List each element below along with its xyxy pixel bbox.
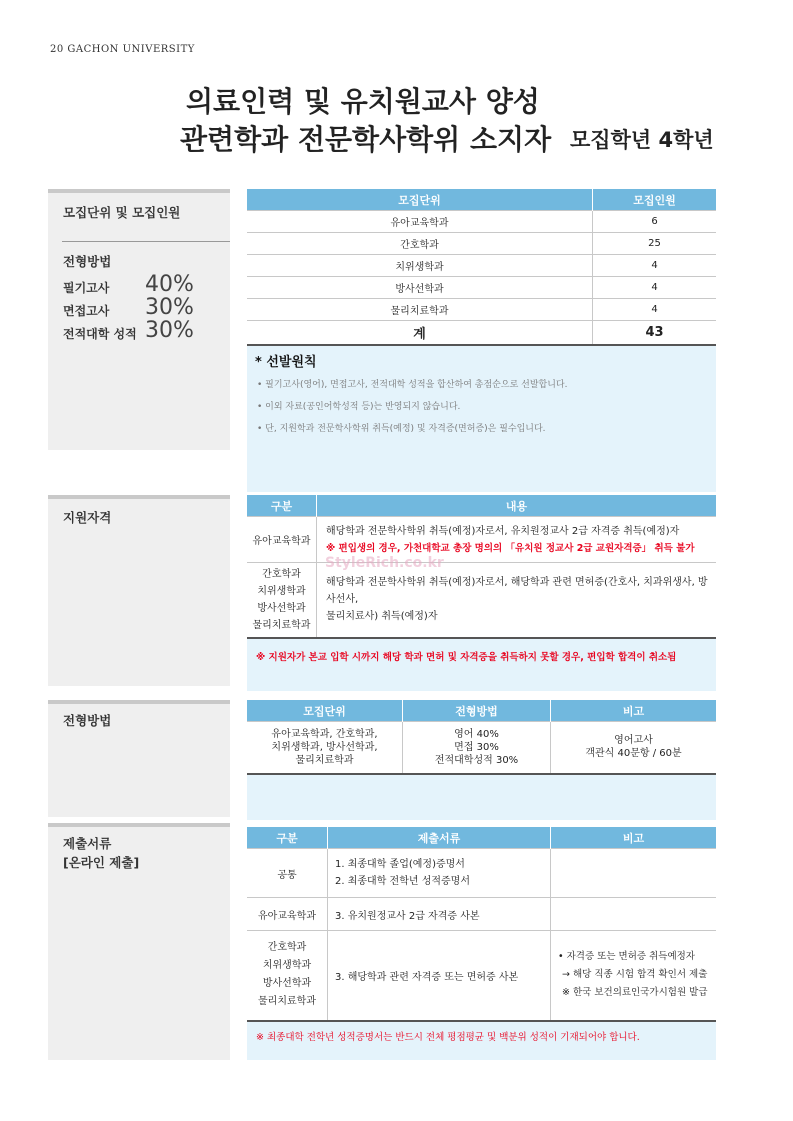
documents-table [247,827,716,1022]
table-row [247,898,716,931]
dept-name: 방사선학과 [257,602,306,614]
eligibility-header-type: 구분 [247,495,317,517]
documents-list [328,931,551,1021]
method-header-unit: 모집단위 [247,700,403,722]
method-unit-line: 물리치료학과 [295,754,354,766]
eligibility-dept: 유아교육학과 [247,517,317,563]
section-label-quota: 모집단위 및 모집인원 [63,205,181,220]
document-item: 2. 최종대학 전학년 성적증명서 [335,876,470,887]
document-item: 3. 유치원정교사 2급 자격증 사본 [335,910,480,922]
quota-count: 4 [593,277,717,299]
section-label-documents-online: [온라인 제출] [63,855,140,870]
table-row [247,563,716,638]
eligibility-table [247,495,716,639]
quota-panel [247,189,716,492]
principle-heading [255,351,317,370]
table-row [247,299,716,321]
quota-unit: 유아교육학과 [247,211,593,233]
method-table [247,700,716,775]
quota-total-label: 계 [247,321,593,345]
eligibility-text: 해당학과 전문학사학위 취득(예정)자로서, 해당학과 관련 면허증(간호사, 치과위생사, 방사선사, [326,577,708,606]
eligibility-text: 물리치료사) 취득(예정)자 [326,611,438,623]
table-row [247,211,716,233]
documents-footnote: ※ 최종대학 전학년 성적증명서는 반드시 전체 평점평균 및 백분위 성적이 기재되어야 합니다. [256,1032,640,1043]
document-note: ※ 한국 보건의료인국가시험원 발급 [562,987,708,999]
quota-total-count: 43 [593,321,717,345]
quota-unit: 간호학과 [247,233,593,255]
documents-list [328,849,551,898]
quota-count: 6 [593,211,717,233]
documents-list [328,898,551,931]
method-panel [247,700,716,820]
method-name-written: 필기고사 [63,281,110,295]
page-title-line1: 의료인력 및 유치원교사 양성 [186,85,540,118]
quota-count: 4 [593,255,717,277]
dept-name: 물리치료학과 [258,996,316,1008]
table-row [247,277,716,299]
watermark: StyleRich.co.kr [325,555,444,571]
documents-dept: 유아교육학과 [247,898,328,931]
eligibility-text: 해당학과 전문학사학위 취득(예정)자로서, 유치원정교사 2급 자격증 취득(예정)자 [326,525,680,537]
method-name-interview: 면접고사 [63,304,110,318]
quota-unit: 물리치료학과 [247,299,593,321]
eligibility-panel [247,495,716,691]
method-units [247,722,403,774]
quota-header-count: 모집인원 [593,189,717,211]
section-label-documents: 제출서류 [63,836,112,851]
asterisk-icon: * [255,355,262,370]
dept-name: 간호학과 [267,942,307,954]
method-pct-transcript: 30% [145,318,194,343]
documents-note-empty [551,898,717,931]
table-row [247,722,716,774]
method-note-line: 영어고사 [614,735,653,747]
documents-header-note: 비고 [551,827,717,849]
documents-notes [551,931,717,1021]
documents-dept: 공통 [247,849,328,898]
quota-header-unit: 모집단위 [247,189,593,211]
dept-name: 간호학과 [262,568,301,580]
side-rule [62,241,230,242]
dept-name: 물리치료학과 [252,619,311,631]
table-row [247,931,716,1021]
section-label-method: 전형방법 [63,713,112,728]
method-header-method: 전형방법 [403,700,551,722]
page-subtitle: 모집학년 4학년 [570,128,714,152]
eligibility-footnote: ※ 지원자가 본교 입학 시까지 해당 학과 면허 및 자격증을 취득하지 못할 경우, 편입학 합격이 취소됨 [256,652,677,663]
dept-name: 치위생학과 [257,585,306,597]
dept-name: 방사선학과 [262,978,312,990]
method-line: 영어 40% [454,728,499,740]
method-line: 전적대학성적 30% [434,754,519,766]
method-unit-line: 유아교육학과, 간호학과, [271,728,378,740]
method-line: 면접 30% [454,741,499,753]
method-notes [551,722,717,774]
documents-panel [247,827,716,1060]
document-note: → 해당 직종 시험 합격 확인서 제출 [562,969,708,981]
quota-unit: 치위생학과 [247,255,593,277]
method-pct-interview: 30% [145,295,194,320]
method-heading: 전형방법 [63,254,112,269]
dept-name: 치위생학과 [262,960,312,972]
documents-note-empty [551,849,717,898]
method-methods [403,722,551,774]
section-label-eligibility: 지원자격 [63,510,112,525]
table-row [247,849,716,898]
quota-count: 4 [593,299,717,321]
eligibility-warning: ※ 편입생의 경우, 가천대학교 총장 명의의 「유치원 정교사 2급 교원자격증」 취득 불가 [326,542,695,554]
method-header-note: 비고 [551,700,717,722]
table-row [247,233,716,255]
side-panel-quota [48,193,230,450]
documents-dept-group [247,931,328,1021]
eligibility-header-content: 내용 [317,495,717,517]
total-row [247,321,716,345]
side-panel-eligibility [48,499,230,686]
method-unit-line: 치위생학과, 방사선학과, [271,741,378,753]
table-row [247,255,716,277]
eligibility-dept-group [247,563,317,638]
document-item: 3. 해당학과 관련 자격증 또는 면허증 사본 [335,971,519,983]
document-note: • 자격증 또는 면허증 취득예정자 [558,951,695,963]
documents-header-type: 구분 [247,827,328,849]
principle-item: • 필기고사(영어), 면접고사, 전적대학 성적을 합산하여 총점순으로 선발합니다. [257,380,568,390]
principle-item: • 단, 지원학과 전문학사학위 취득(예정) 및 자격증(면허증)은 필수입니다. [257,424,546,434]
page-title-line2: 관련학과 전문학사학위 소지자 [180,123,552,156]
documents-header-docs: 제출서류 [328,827,551,849]
table-row [247,517,716,563]
quota-unit: 방사선학과 [247,277,593,299]
running-head: 20 GACHON UNIVERSITY [50,44,195,55]
principle-title: 선발원칙 [266,355,317,370]
method-note-line: 객관식 40문항 / 60분 [585,748,682,760]
method-name-transcript: 전적대학 성적 [63,327,137,341]
method-pct-written: 40% [145,272,194,297]
eligibility-content [317,555,717,638]
quota-table [247,189,716,346]
principle-item: • 이외 자료(공인어학성적 등)는 반영되지 않습니다. [257,402,461,412]
quota-count: 25 [593,233,717,255]
document-item: 1. 최종대학 졸업(예정)증명서 [335,859,465,870]
